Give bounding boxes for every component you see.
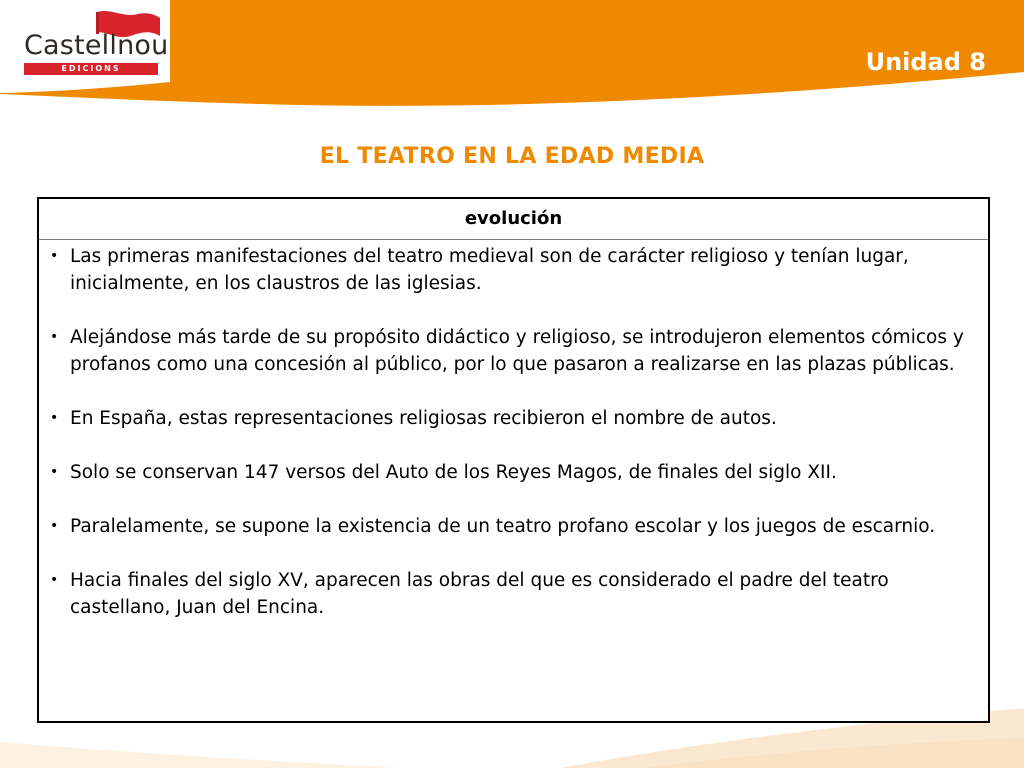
bullet-icon: • (50, 248, 59, 264)
list-item (47, 567, 978, 621)
logo-subtitle: EDICIONS (24, 63, 158, 75)
bullet-icon: • (50, 329, 59, 345)
page-title: EL TEATRO EN LA EDAD MEDIA (319, 144, 705, 169)
list-item-text: Alejándose más tarde de su propósito didáctico y religioso, se introdujeron elementos cómicos y profanos como una concesión al público, por lo que pasaron a realizarse en las plazas públicas. (70, 327, 964, 375)
list-item (47, 405, 978, 432)
list-item (47, 243, 978, 297)
content-table (37, 197, 990, 723)
logo-brand: Castellnou (24, 30, 169, 61)
list-item-text: Las primeras manifestaciones del teatro medieval son de carácter religioso y tenían lugar, inicialmente, en los claustros de las iglesias. (70, 246, 909, 294)
list-item-text: Paralelamente, se supone la existencia de un teatro profano escolar y los juegos de escarnio. (70, 516, 936, 537)
bullet-icon: • (50, 410, 59, 426)
bullet-icon: • (50, 464, 59, 480)
unit-label: Unidad 8 (865, 48, 986, 76)
table-header: evolución (39, 199, 988, 240)
list-item (47, 324, 978, 378)
list-item-text: Hacia finales del siglo XV, aparecen las obras del que es considerado el padre del teatro castellano, Juan del Encina. (70, 570, 889, 618)
bullet-icon: • (50, 572, 59, 588)
list-item-text: Solo se conservan 147 versos del Auto de los Reyes Magos, de finales del siglo XII. (70, 462, 837, 483)
bullet-icon: • (50, 518, 59, 534)
bullet-list (39, 240, 988, 621)
list-item (47, 513, 978, 540)
list-item (47, 459, 978, 486)
list-item-text: En España, estas representaciones religiosas recibieron el nombre de autos. (70, 408, 777, 429)
